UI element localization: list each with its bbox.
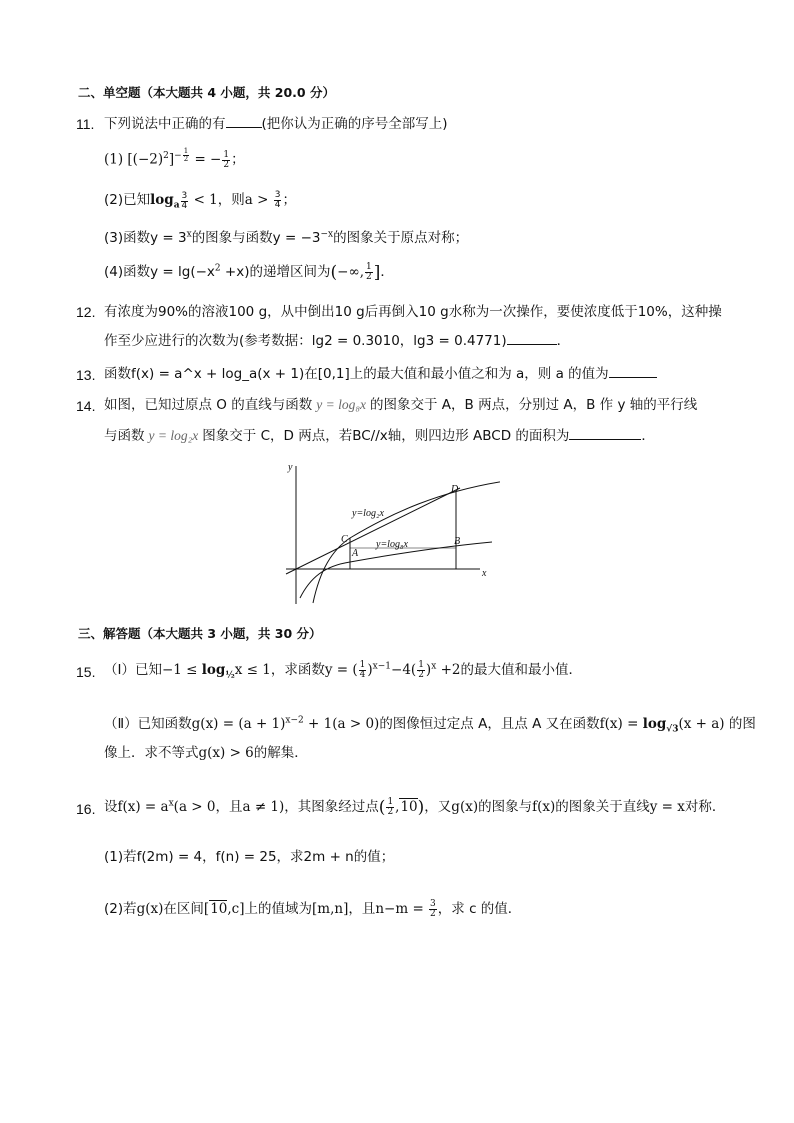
question-14-line-2: 与函数 y = log₂x 图象交于 C，D 两点，若BC//x轴，则四边形 ABCD 的面积为 ． [104, 428, 655, 444]
curve-label-log2: y=log₂x [352, 508, 384, 519]
label-C: C [341, 534, 348, 545]
question-12-line-2-text: 作至少应进行的次数为(参考数据：lg2 = 0.3010，lg3 = 0.4771) [104, 333, 507, 349]
q14-line2-a: 与函数 [104, 428, 145, 444]
question-15-part-2-line-1: （Ⅱ）已知函数$g(x) = (a + 1)^{x-2} + 1(a > 0)$的图像恒过定点 A，且点 A 又在函数$f(x) = \log_{√3}(x + a)$ 的图 [104, 715, 756, 735]
question-14-line-1 [104, 395, 697, 415]
curve-log8 [300, 542, 492, 598]
q14-func-log8: y = log₈x [316, 397, 367, 412]
answer-blank [226, 127, 262, 128]
question-11-stem [104, 114, 448, 134]
item-4-part-a: (4)函数y = lg(−x [104, 264, 215, 280]
item-4-part-b: +x)的递增区间为 [220, 264, 331, 280]
function-graph-figure [280, 458, 500, 608]
item-3-part-c: 的图象关于原点对称； [333, 230, 469, 246]
question-12-number: 12. [76, 304, 96, 320]
question-14-number: 14. [76, 398, 96, 414]
question-16-stem: 设$f(x) = a^x(a > 0$，且a ≠ 1)，其图象经过点( $\frac{1}{2}$ ,10)，又g(x)的图象与f(x)的图象关于直线y = x对称． [104, 797, 726, 818]
answer-blank [569, 439, 641, 440]
answer-blank [507, 344, 557, 345]
label-x: x [482, 568, 487, 579]
question-15-part-2-line-2: 像上．求不等式g(x) > 6的解集． [104, 745, 308, 761]
curve-label-log8: y=log₈x [376, 539, 408, 550]
question-11-stem-text: 下列说法中正确的有 [104, 116, 226, 132]
label-D: D [451, 484, 459, 495]
question-16-part-2: (2)若g(x)在区间[10,c]上的值域为[m,n]，且n−m = $\frac{3}{2}$ ，求 c 的值． [104, 899, 522, 919]
label-y: y [288, 462, 293, 473]
label-A: A [352, 548, 359, 559]
section-3-title: 三、解答题（本大题共 3 小题，共 30 分） [78, 626, 322, 641]
item-3-part-b: 的图象与函数y = −3 [191, 230, 321, 246]
line-through-origin [286, 488, 460, 574]
question-11-number: 11. [76, 116, 95, 132]
question-11-item-1: (1) $[(-2)^2]^{- \frac{1}{2}}$ = − $\frac{1}{2}$ ； [104, 147, 245, 170]
q14-line2-c: 图象交于 C，D 两点，若BC//x轴，则四边形 ABCD 的面积为 [202, 428, 570, 444]
question-15-number: 15. [76, 664, 96, 680]
answer-blank [609, 377, 657, 378]
label-B: B [454, 536, 461, 547]
question-13-number: 13. [76, 367, 96, 383]
question-11-item-3: (3)函数$y = 3^x$的图象与函数$y = -3^{-x}$的图象关于原点对称； [104, 229, 469, 246]
question-12-line-1: 有浓度为90%的溶液100 g，从中倒出10 g后再倒入10 g水称为一次操作，要使浓度低于10%，这种操 [104, 304, 722, 320]
question-11-stem-tail: (把你认为正确的序号全部写上) [261, 116, 448, 132]
question-13-text-body: 函数f(x) = a^x + log_a(x + 1)在[0,1]上的最大值和最小值之和为 a，则 a 的值为 [104, 366, 609, 382]
question-11-item-2: (2)已知$\log_a$ $\frac{3}{4}$ < 1，则a > $\frac{3}{4}$ ； [104, 189, 296, 211]
question-16-number: 16. [76, 801, 96, 817]
question-12-line-2: 作至少应进行的次数为(参考数据：lg2 = 0.3010，lg3 = 0.4771) ． [104, 333, 571, 349]
item-3-part-a: (3)函数y = 3 [104, 230, 187, 246]
question-13-text [104, 364, 657, 384]
q14-line1-c: 的图象交于 A，B 两点，分别过 A，B 作 y 轴的平行线 [370, 397, 698, 413]
q14-func-log2: y = log₂x [148, 428, 199, 443]
question-16-part-1: (1)若f(2m) = 4，f(n) = 25，求2m + n的值； [104, 849, 395, 865]
q14-line1-a: 如图，已知过原点 O 的直线与函数 [104, 397, 313, 413]
question-15-part-1: （Ⅰ）已知$-1 \le \log_{\frac{1}{2}}x \le 1$，求函数y = ( $\frac{1}{4}$ )$^{x-1}$−4( $\frac{1}{2}$ )$^x$ +2的最大值和最小值． [104, 660, 582, 681]
section-2-title: 二、单空题（本大题共 4 小题，共 20.0 分） [78, 85, 335, 100]
question-11-item-4: (4)函数$y = \lg(-x^2 +x)$的递增区间为(−∞, $\frac{1}{2}$ ]． [104, 262, 394, 283]
